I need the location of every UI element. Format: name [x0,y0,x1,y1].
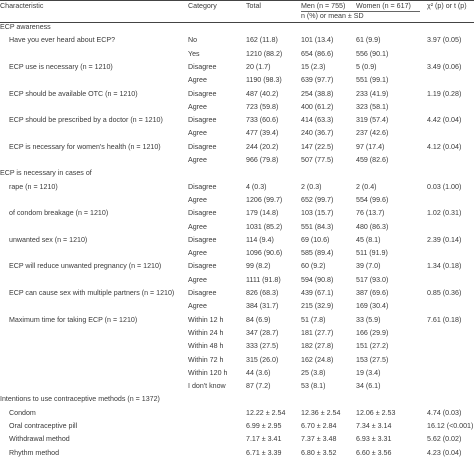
row-total: 244 (20.2) [246,142,279,151]
row-men: 6.80 ± 3.52 [301,448,337,457]
row-category: Agree [188,102,207,111]
table-row [0,155,474,166]
row-women: 33 (5.9) [356,315,381,324]
row-men: 439 (67.1) [301,289,334,297]
row-statistic: 4.74 (0.03) [427,408,462,417]
row-men: 639 (97.7) [301,76,334,85]
row-category: Agree [188,249,207,258]
header-characteristic: Characteristic [0,2,44,10]
table-row [0,355,474,366]
row-characteristic: Maximum time for taking ECP (n = 1210) [9,315,138,324]
table-row [0,89,474,100]
row-category: Agree [188,129,207,138]
row-women: 554 (99.6) [356,195,389,204]
row-total: 1206 (99.7) [246,195,283,204]
row-total: 1111 (91.8) [246,275,281,284]
row-men: 25 (3.8) [301,368,326,377]
row-statistic: 7.61 (0.18) [427,315,462,324]
row-category: Within 72 h [188,355,224,364]
row-men: 240 (36.7) [301,129,334,138]
row-women: 2 (0.4) [356,182,377,191]
row-women: 169 (30.4) [356,302,389,311]
row-women: 151 (27.2) [356,342,389,351]
row-characteristic: Have you ever heard about ECP? [9,36,116,45]
row-category: Disagree [188,182,217,191]
header-statistic: χ² (p) or t (p) [427,2,467,10]
row-category: Disagree [188,209,217,218]
table-row [0,142,474,153]
row-total: 347 (28.7) [246,328,279,337]
table-row [0,62,474,73]
row-total: 384 (31.7) [246,302,279,311]
table-row [0,22,474,33]
row-statistic: 3.97 (0.05) [427,36,462,45]
row-statistic: 1.34 (0.18) [427,262,462,271]
row-women: 551 (99.1) [356,76,389,85]
header-category: Category [188,2,217,10]
row-men: 60 (9.2) [301,262,326,271]
row-men: 181 (27.7) [301,328,334,337]
row-women: 97 (17.4) [356,142,385,151]
table-row [0,35,474,46]
row-category: Agree [188,222,207,231]
row-characteristic: Intentions to use contraceptive methods (n = 1372) [0,395,160,404]
row-total: 114 (9.4) [246,235,274,244]
row-women: 19 (3.4) [356,368,381,377]
row-women: 6.93 ± 3.31 [356,435,392,444]
row-category: I don't know [188,382,226,391]
row-women: 319 (57.4) [356,116,389,125]
row-characteristic: ECP should be prescribed by a doctor (n = 1210) [9,116,163,125]
row-women: 323 (58.1) [356,102,389,111]
row-statistic: 4.12 (0.04) [427,142,462,151]
row-characteristic: unwanted sex (n = 1210) [9,235,88,244]
row-total: 315 (26.0) [246,355,279,364]
row-total: 733 (60.6) [246,116,279,125]
table-row [0,102,474,113]
row-women: 7.34 ± 3.14 [356,422,392,430]
table-row [0,208,474,219]
row-category: Agree [188,275,207,284]
row-total: 966 (79.8) [246,156,279,164]
row-total: 162 (11.8) [246,36,278,45]
row-men: 53 (8.1) [301,382,326,391]
row-category: No [188,36,198,45]
row-characteristic: ECP will reduce unwanted pregnancy (n = 1210) [9,262,162,271]
row-category: Disagree [188,235,217,244]
row-total: 87 (7.2) [246,382,271,391]
row-women: 480 (86.3) [356,222,389,231]
table-row [0,394,474,405]
row-category: Disagree [188,262,217,271]
row-total: 333 (27.5) [246,342,279,351]
row-men: 414 (63.3) [301,116,334,125]
row-women: 166 (29.9) [356,328,389,337]
row-men: 400 (61.2) [301,102,334,111]
row-characteristic: ECP can cause sex with multiple partners (n = 1210) [9,289,175,297]
row-statistic: 0.03 (1.00) [427,182,462,191]
row-statistic: 1.19 (0.28) [427,89,462,98]
row-characteristic: Oral contraceptive pill [9,422,78,430]
row-total: 1096 (90.6) [246,249,283,258]
row-category: Agree [188,302,207,311]
table-row [0,434,474,445]
row-statistic: 0.85 (0.36) [427,289,462,297]
header-men: Men (n = 755) [301,2,346,10]
row-women: 12.06 ± 2.53 [356,408,396,417]
row-women: 556 (90.1) [356,49,389,58]
row-category: Disagree [188,116,217,125]
row-men: 507 (77.5) [301,156,334,164]
table-row [0,248,474,259]
row-total: 7.17 ± 3.41 [246,435,282,444]
row-characteristic: rape (n = 1210) [9,182,58,191]
row-men: 12.36 ± 2.54 [301,408,341,417]
row-women: 76 (13.7) [356,209,385,218]
row-total: 179 (14.8) [246,209,279,218]
row-women: 5 (0.9) [356,62,377,71]
row-men: 254 (38.8) [301,89,334,98]
table-row [0,182,474,193]
table-row [0,115,474,126]
row-statistic: 4.23 (0.04) [427,448,462,457]
row-statistic: 2.39 (0.14) [427,235,462,244]
row-men: 594 (90.8) [301,275,334,284]
row-men: 654 (86.6) [301,49,334,58]
table-row [0,222,474,233]
row-total: 6.99 ± 2.95 [246,422,282,430]
row-men: 147 (22.5) [301,142,334,151]
row-total: 487 (40.2) [246,89,279,98]
top-rule [0,0,474,1]
row-total: 826 (68.3) [246,289,279,297]
row-statistic: 16.12 (<0.001) [427,422,474,430]
row-characteristic: ECP awareness [0,23,51,31]
table-row [0,301,474,312]
row-men: 2 (0.3) [301,182,322,191]
row-men: 551 (84.3) [301,222,334,231]
row-characteristic: ECP is necessary for women's health (n = 1210) [9,142,161,151]
row-women: 39 (7.0) [356,262,381,271]
row-characteristic: Withdrawal method [9,435,70,444]
row-category: Yes [188,49,200,58]
row-men: 585 (89.4) [301,249,334,258]
row-characteristic: ECP should be available OTC (n = 1210) [9,89,138,98]
row-men: 652 (99.7) [301,195,334,204]
row-statistic: 1.02 (0.31) [427,209,462,218]
row-total: 12.22 ± 2.54 [246,408,286,417]
row-statistic: 5.62 (0.02) [427,435,462,444]
table-row [0,421,474,432]
row-category: Within 12 h [188,315,224,324]
row-characteristic: ECP use is necessary (n = 1210) [9,62,113,71]
table-row [0,75,474,86]
row-category: Disagree [188,62,217,71]
row-category: Disagree [188,289,217,297]
row-women: 237 (42.6) [356,129,389,138]
row-total: 4 (0.3) [246,182,267,191]
table-row [0,288,474,299]
table-row [0,168,474,179]
row-women: 153 (27.5) [356,355,389,364]
row-characteristic: Condom [9,408,36,417]
table-row [0,448,474,459]
row-total: 1031 (85.2) [246,222,283,231]
table-row [0,315,474,326]
row-total: 1210 (88.2) [246,49,283,58]
row-men: 69 (10.6) [301,235,330,244]
row-characteristic: of condom breakage (n = 1210) [9,209,109,218]
header-subheader: n (%) or mean ± SD [301,12,364,20]
table-row [0,328,474,339]
table-row [0,381,474,392]
row-women: 6.60 ± 3.56 [356,448,392,457]
table-row [0,408,474,419]
row-category: Within 120 h [188,368,228,377]
row-men: 162 (24.8) [301,355,334,364]
row-women: 511 (91.9) [356,249,388,258]
row-characteristic: ECP is necessary in cases of [0,169,92,178]
row-total: 723 (59.8) [246,102,279,111]
row-category: Disagree [188,89,217,98]
row-women: 34 (6.1) [356,382,381,391]
row-total: 20 (1.7) [246,62,271,71]
row-women: 233 (41.9) [356,89,389,98]
header-women: Women (n = 617) [356,2,411,10]
row-category: Agree [188,76,207,85]
row-characteristic: Rhythm method [9,448,60,457]
row-total: 99 (8.2) [246,262,271,271]
table-row [0,261,474,272]
table-row [0,341,474,352]
row-men: 215 (32.9) [301,302,334,311]
row-category: Agree [188,156,207,164]
row-women: 459 (82.6) [356,156,389,164]
row-total: 44 (3.6) [246,368,271,377]
header-total: Total [246,2,261,10]
row-statistic: 4.42 (0.04) [427,116,462,125]
row-men: 51 (7.8) [301,315,326,324]
table-row [0,275,474,286]
row-women: 517 (93.0) [356,275,389,284]
row-total: 477 (39.4) [246,129,279,138]
row-men: 6.70 ± 2.84 [301,422,337,430]
row-category: Agree [188,195,207,204]
row-statistic: 3.49 (0.06) [427,62,462,71]
row-total: 1190 (98.3) [246,76,282,85]
table-row [0,128,474,139]
row-men: 7.37 ± 3.48 [301,435,337,444]
table-row [0,195,474,206]
table-row [0,368,474,379]
row-category: Within 24 h [188,328,224,337]
row-total: 6.71 ± 3.39 [246,448,282,457]
row-men: 15 (2.3) [301,62,326,71]
row-women: 387 (69.6) [356,289,389,297]
row-women: 45 (8.1) [356,235,381,244]
table-row [0,235,474,246]
row-women: 61 (9.9) [356,36,381,45]
table-row [0,49,474,60]
row-category: Disagree [188,142,217,151]
row-men: 103 (15.7) [301,209,334,218]
row-men: 182 (27.8) [301,342,334,351]
row-category: Within 48 h [188,342,224,351]
row-men: 101 (13.4) [301,36,334,45]
row-total: 84 (6.9) [246,315,271,324]
